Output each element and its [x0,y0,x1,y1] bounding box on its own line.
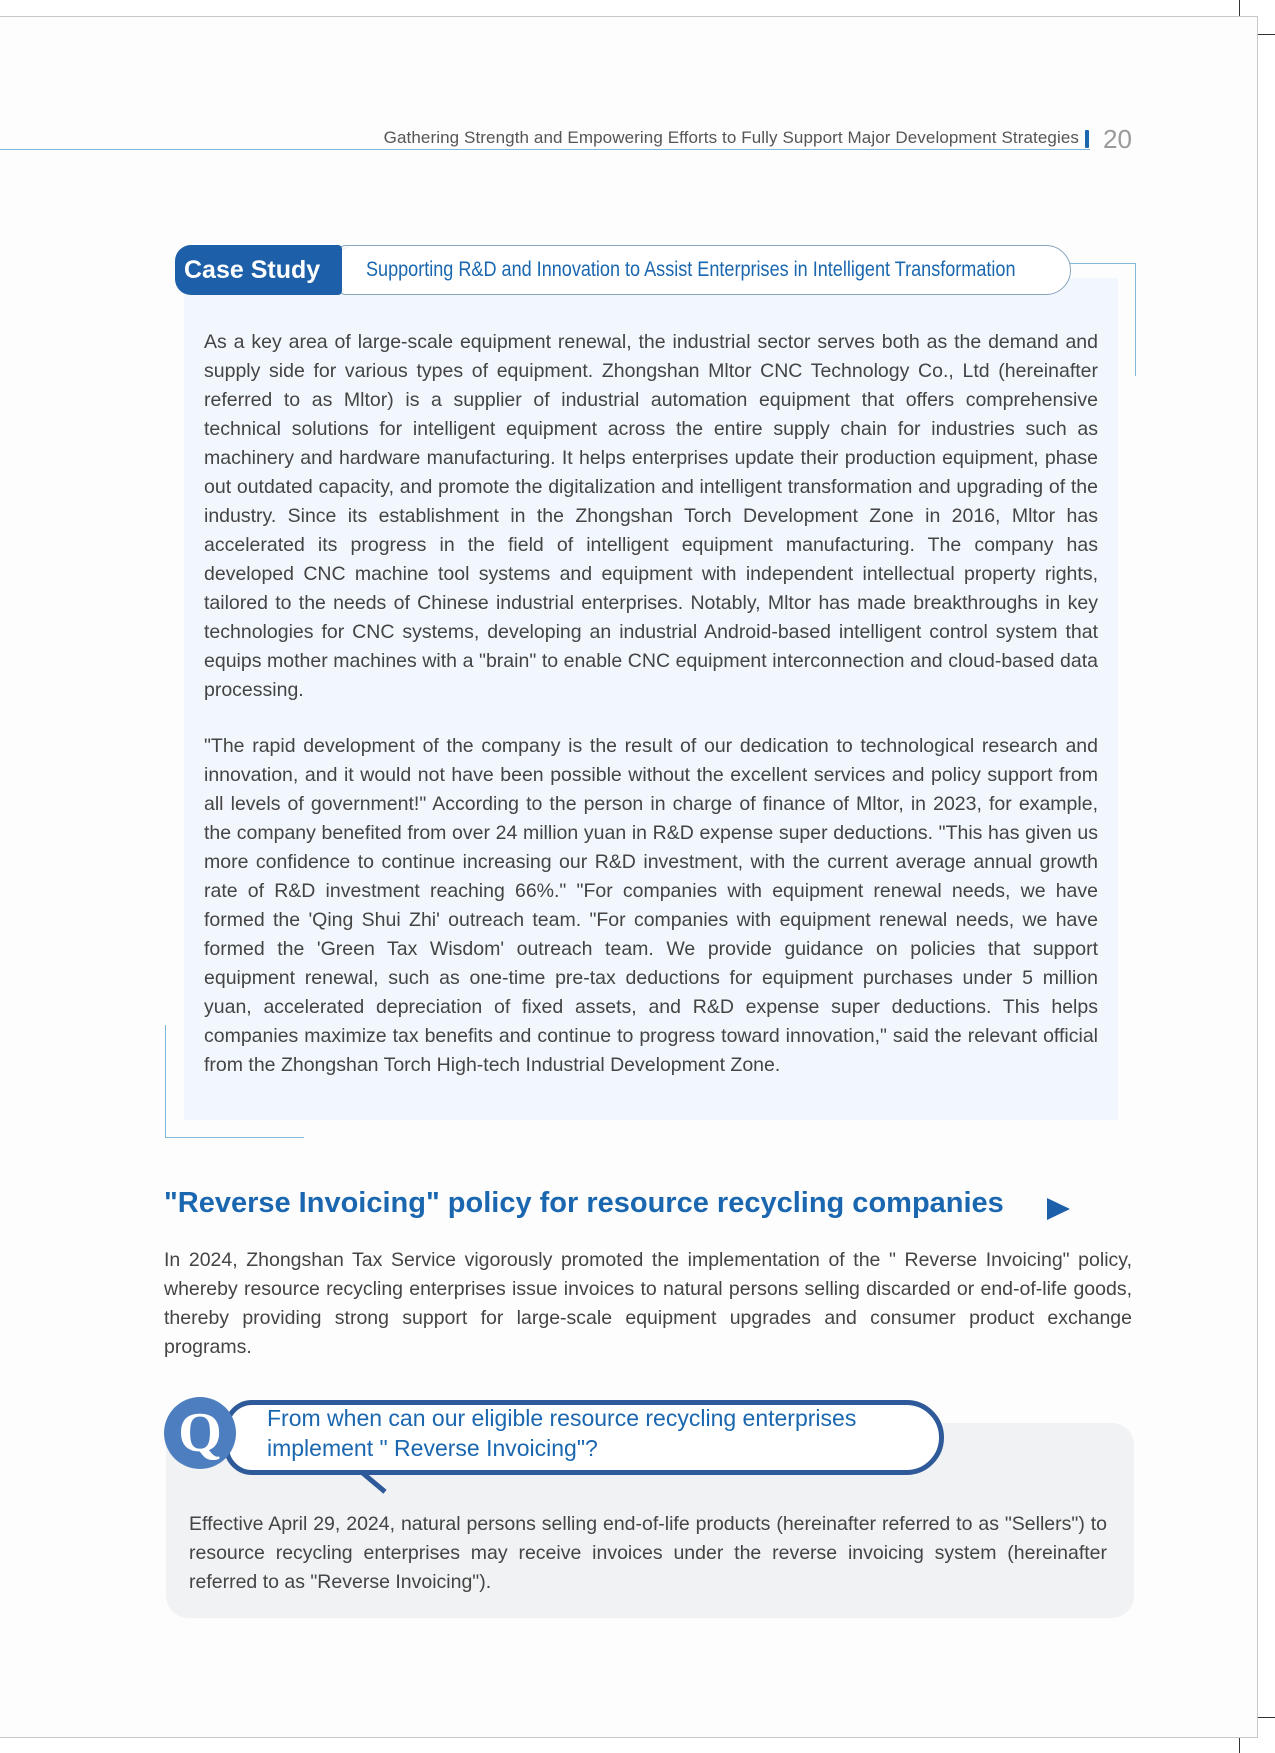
case-study-paragraph: "The rapid development of the company is the result of our dedication to technological research and innovation, and it would not have been possible without the excellent services and policy support from all levels of government!" According to the person in charge of finance of Mltor, in 2023, for example, the company benefited from over 24 million yuan in R&D expense super deductions. "This has given us more confidence to continue increasing our R&D investment, with the current average annual growth rate of R&D investment reaching 66%." "For companies with equipment renewal needs, we have formed the 'Qing Shui Zhi' outreach team. "For companies with equipment renewal needs, we have formed the 'Green Tax Wisdom' outreach team. We provide guidance on policies that support equipment renewal, such as one-time pre-tax deductions for equipment purchases under 5 million yuan, accelerated depreciation of fixed assets, and R&D expense super deductions. This helps companies maximize tax benefits and continue to progress toward innovation," said the relevant official from the Zhongshan Torch High-tech Industrial Development Zone. [204,735,1098,1076]
answer-text: Effective April 29, 2024, natural persons selling end-of-life products (hereinafter referred to as "Sellers") to resource recycling enterprises may receive invoices under the reverse invoicing system (hereinafter referred to as "Reverse Invoicing"). [189,1513,1107,1593]
crop-mark [1239,1738,1240,1753]
case-study-paragraph: As a key area of large-scale equipment renewal, the industrial sector serves both as the demand and supply side for various types of equipment. Zhongshan Mltor CNC Technology Co., Ltd (hereinafter referred to as Mltor) is a supplier of industrial automation equipment that offers comprehensive technical solutions for intelligent equipment across the entire supply chain for industries such as machinery and hardware manufacturing. It helps enterprises update their production equipment, phase out outdated capacity, and promote the digitalization and intelligent transformation and upgrading of the industry. Since its establishment in the Zhongshan Torch Development Zone in 2016, Mltor has accelerated its progress in the field of intelligent equipment manufacturing. The company has developed CNC machine tool systems and equipment with independent intellectual property rights, tailored to the needs of Chinese industrial enterprises. Notably, Mltor has made breakthroughs in key technologies for CNC systems, developing an industrial Android-based intelligent control system that equips mother machines with a "brain" to enable CNC equipment interconnection and cloud-based data processing. [204,331,1098,701]
running-title: Gathering Strength and Empowering Efforts to Fully Support Major Development Strategies [383,128,1079,147]
section-heading: "Reverse Invoicing" policy for resource recycling companies [164,1187,1004,1219]
running-header [0,124,1090,150]
page-number: 20 [1103,124,1132,154]
play-triangle-icon [1047,1198,1070,1220]
q-badge-icon: Q [164,1397,236,1469]
case-study-title: Supporting R&D and Innovation to Assist Enterprises in Intelligent Transformation [366,258,1016,281]
header-divider-bar [1085,130,1089,148]
section-intro: In 2024, Zhongshan Tax Service vigorously promoted the implementation of the " Reverse Invoicing" policy, whereby resource recycling enterprises issue invoices to natural persons selling discarded or end-of-life goods, thereby providing strong support for large-scale equipment upgrades and consumer product exchange programs. [164,1249,1132,1358]
question-text: From when can our eligible resource recycling enterprises implement " Reverse Invoicing"? [267,1405,857,1461]
case-study-tag: Case Study [175,245,342,295]
crop-mark [1239,0,1240,16]
crop-mark [1258,1717,1275,1718]
crop-mark [1258,34,1275,35]
